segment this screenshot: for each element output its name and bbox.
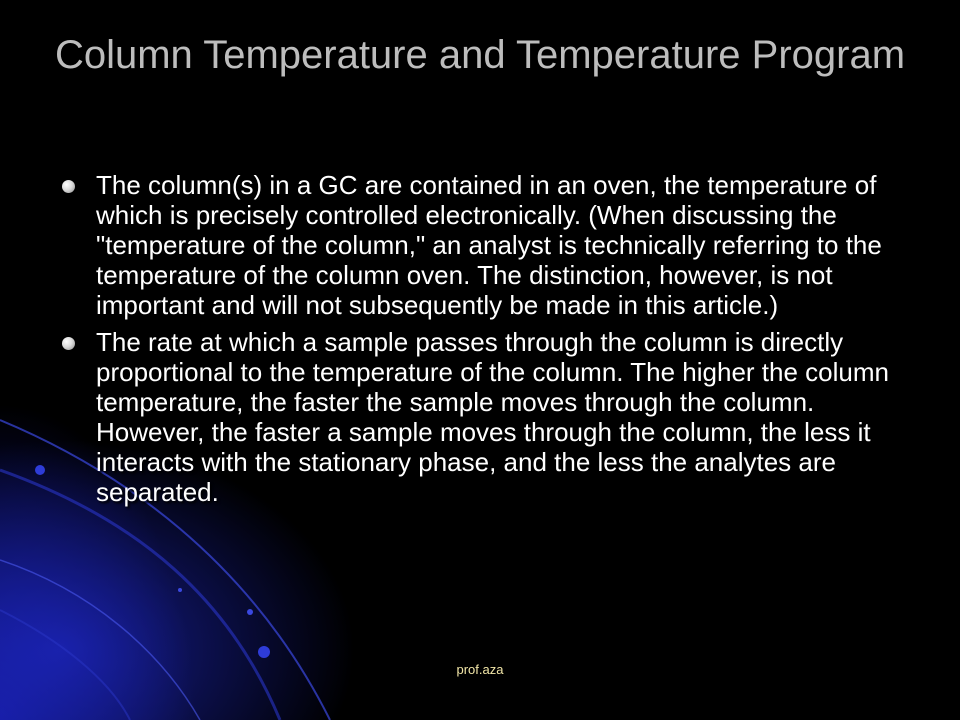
decorative-dot — [258, 646, 270, 658]
slide-title: Column Temperature and Temperature Program — [54, 33, 906, 77]
decorative-arc — [0, 560, 200, 720]
bullet-item — [62, 170, 912, 320]
decorative-dot — [35, 465, 45, 475]
bullet-item — [62, 327, 912, 507]
decorative-dot — [178, 588, 182, 592]
footer-text: prof.aza — [456, 662, 504, 677]
decorative-dot — [247, 609, 253, 615]
bullet-text: The rate at which a sample passes through the column is directly proportional to the temperature of the column. The higher the column temperature, the faster the sample moves through the column. However, the faster a sample moves through the column, the less it interacts with the stationary phase, and the less the analytes are separated. — [96, 327, 889, 507]
bullet-list — [62, 170, 912, 514]
bullet-text: The column(s) in a GC are contained in an oven, the temperature of which is precisely controlled electronically. (When discussing the "temperature of the column," an analyst is technically referring to the temperature of the column oven. The distinction, however, is not important and will not subsequently be made in this article.) — [96, 170, 882, 320]
bullet-icon — [62, 337, 75, 350]
bullet-icon — [62, 180, 75, 193]
